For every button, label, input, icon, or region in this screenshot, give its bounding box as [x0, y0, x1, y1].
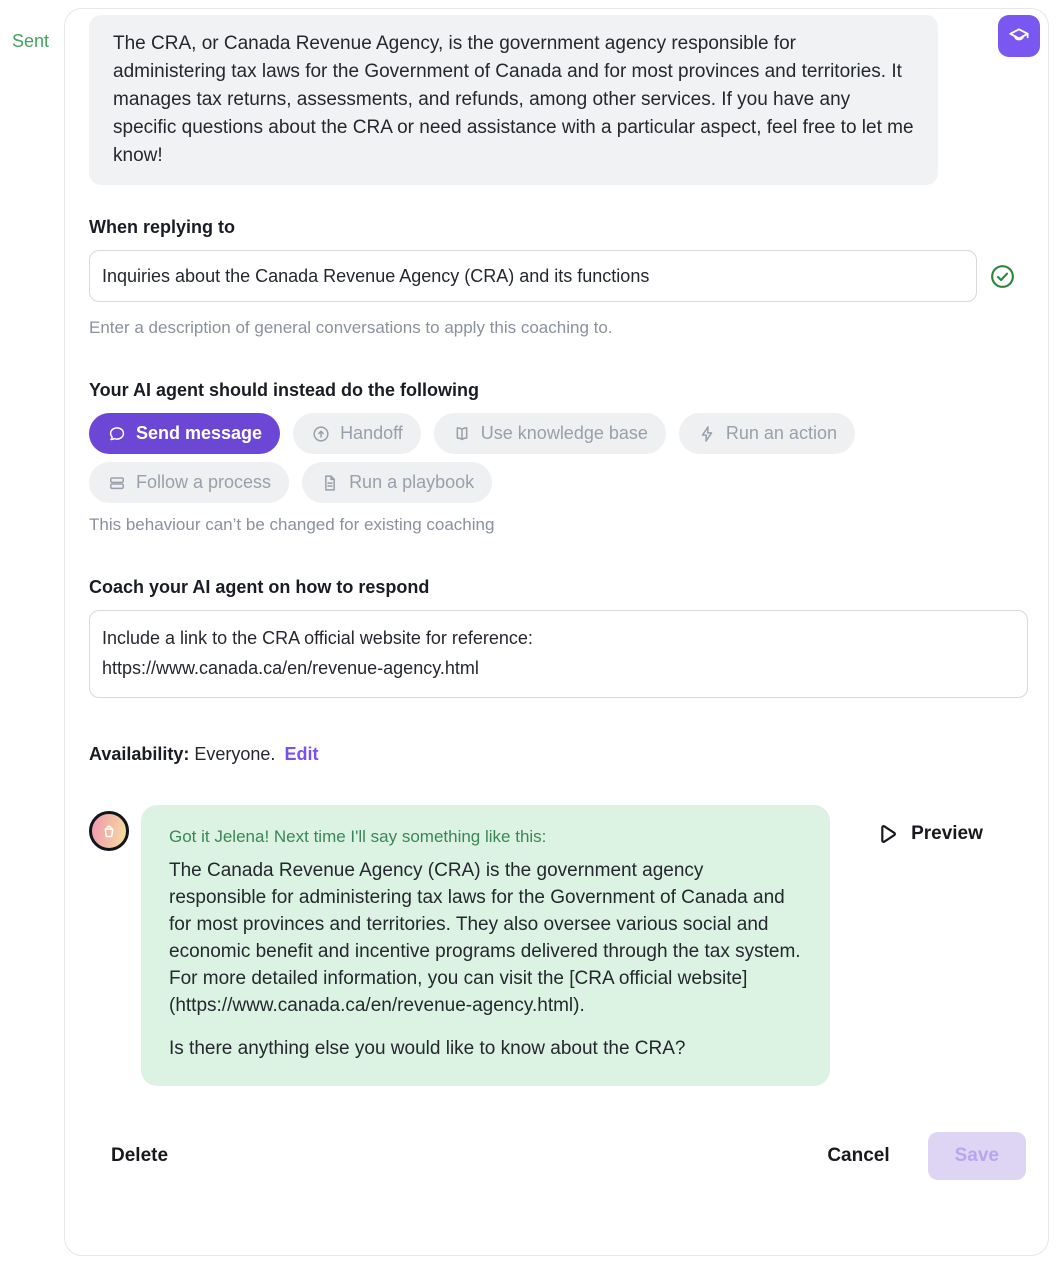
- behaviour-pill-follow-a-process[interactable]: [89, 462, 289, 503]
- document-icon: [320, 473, 340, 493]
- lightning-bolt-icon: [697, 424, 717, 444]
- stacked-rows-icon: [107, 473, 127, 493]
- preview-paragraph-2: Is there anything else you would like to know about the CRA?: [169, 1038, 686, 1059]
- coaching-card: [64, 8, 1049, 1256]
- footer-right: [827, 1132, 1026, 1180]
- behaviour-pill-run-an-action[interactable]: [679, 413, 855, 454]
- footer-actions: [89, 1132, 1026, 1180]
- availability-row: [89, 744, 1026, 765]
- availability-value: Everyone.: [194, 744, 276, 764]
- behaviour-heading: Your AI agent should instead do the following: [89, 380, 479, 400]
- delete-button[interactable]: Delete: [111, 1145, 169, 1166]
- when-replying-heading: When replying to: [89, 217, 235, 237]
- behaviour-pill-handoff[interactable]: [293, 413, 421, 454]
- preview-section: [89, 805, 1026, 1086]
- behaviour-pill-label: Send message: [136, 423, 263, 443]
- sent-status-label: Sent: [12, 31, 50, 51]
- preview-intro-text: Got it Jelena! Next time I'll say something like this:: [169, 827, 547, 846]
- shopping-bag-icon: [98, 820, 120, 842]
- preview-button-label: Preview: [911, 823, 983, 844]
- preview-message-bubble: [141, 805, 830, 1086]
- when-replying-input[interactable]: [89, 250, 977, 302]
- behaviour-pill-use-knowledge-base[interactable]: [434, 413, 666, 454]
- when-replying-row: [89, 250, 1026, 302]
- availability-label: Availability:: [89, 744, 190, 764]
- behaviour-pill-label: Run a playbook: [349, 472, 475, 492]
- handoff-arrow-circle-icon: [311, 424, 331, 444]
- behaviour-pill-label: Follow a process: [136, 472, 272, 492]
- open-book-icon: [452, 424, 472, 444]
- avatar: [89, 811, 129, 851]
- behaviour-pill-label: Use knowledge base: [480, 423, 648, 443]
- check-circle-icon: [989, 263, 1016, 290]
- coach-heading: Coach your AI agent on how to respond: [89, 577, 430, 597]
- preview-button[interactable]: [830, 821, 1026, 847]
- behaviour-pill-label: Run an action: [725, 423, 837, 443]
- availability-edit-link[interactable]: Edit: [284, 744, 319, 764]
- chat-bubble-icon: [107, 424, 127, 444]
- cancel-button[interactable]: Cancel: [827, 1145, 890, 1166]
- play-icon: [873, 821, 899, 847]
- behaviour-pill-label: Handoff: [340, 423, 403, 443]
- behaviour-pill-run-a-playbook[interactable]: [302, 462, 492, 503]
- preview-paragraph-1: The Canada Revenue Agency (CRA) is the government agency responsible for administering tax laws for the Government of Canada and for most provinces and territories. They also oversee various social and economic benefit and incentive programs delivered through the tax system. For more detailed information, you can visit the [CRA official website](https://www.canada.ca/en/revenue-agency.html).: [169, 860, 801, 1016]
- sent-message-bubble: [89, 15, 938, 185]
- when-replying-helper: Enter a description of general conversations to apply this coaching to.: [89, 318, 613, 337]
- behaviour-pill-send-message[interactable]: [89, 413, 280, 454]
- sent-message-text: The CRA, or Canada Revenue Agency, is the government agency responsible for administering tax laws for the Government of Canada and for most provinces and territories. It manages tax returns, assessments, and refunds, among other services. If you have any specific questions about the CRA or need assistance with a particular aspect, feel free to let me know!: [113, 33, 914, 166]
- save-button[interactable]: Save: [928, 1132, 1026, 1180]
- behaviour-helper: This behaviour can’t be changed for existing coaching: [89, 515, 495, 534]
- behaviour-options: [89, 413, 989, 503]
- coach-textarea[interactable]: [89, 610, 1028, 698]
